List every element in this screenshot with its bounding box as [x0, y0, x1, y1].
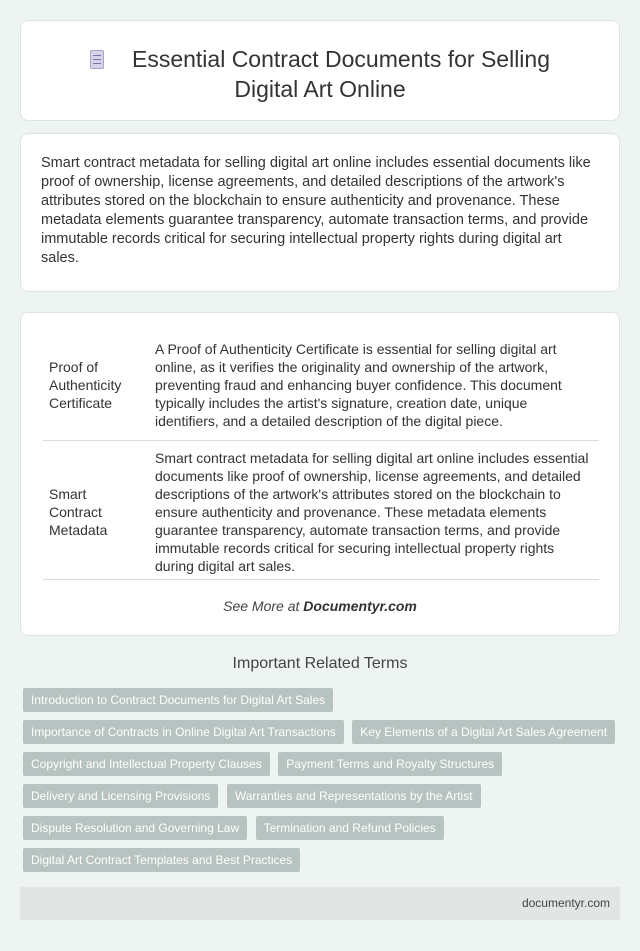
related-term-tag[interactable]: Warranties and Representations by the Artist — [227, 784, 481, 808]
table-row — [43, 441, 599, 580]
related-term-tag[interactable]: Importance of Contracts in Online Digital Art Transactions — [23, 720, 344, 744]
document-icon — [90, 50, 104, 69]
see-more-link[interactable]: Documentyr.com — [303, 598, 417, 614]
related-terms-list — [23, 688, 623, 880]
page-title — [21, 44, 619, 104]
intro-text: Smart contract metadata for selling digital art online includes essential documents like proof of ownership, license agreements, and detailed descriptions of the artwork's attributes stored on the blockchain to ensure authenticity and provenance. These metadata elements guarantee transparency, automate transaction terms, and provide immutable records critical for securing intellectual property rights during digital art sales. — [41, 155, 591, 266]
intro-card — [20, 133, 620, 292]
term-cell: Proof of Authenticity Certificate — [43, 338, 149, 441]
footer-domain[interactable]: documentyr.com — [521, 896, 610, 910]
related-term-tag[interactable]: Termination and Refund Policies — [256, 816, 444, 840]
related-term-tag[interactable]: Delivery and Licensing Provisions — [23, 784, 218, 808]
description-cell: A Proof of Authenticity Certificate is essential for selling digital art online, as it verifies the originality and ownership of the artwork, preventing fraud and enhancing buyer confidence. This document typically includes the artist's signature, creation date, unique identifiers, and a detailed description of the digital piece. — [149, 338, 599, 441]
related-term-tag[interactable]: Digital Art Contract Templates and Best Practices — [23, 848, 300, 872]
term-cell: Smart Contract Metadata — [43, 441, 149, 580]
related-term-tag[interactable]: Payment Terms and Royalty Structures — [278, 752, 502, 776]
description-cell: Smart contract metadata for selling digital art online includes essential documents like proof of ownership, license agreements, and detailed descriptions of the artwork's attributes stored on the blockchain to ensure authenticity and provenance. These metadata elements guarantee transparency, automate transaction terms, and provide immutable records critical for securing intellectual property rights during digital art sales. — [149, 441, 599, 580]
related-term-tag[interactable]: Dispute Resolution and Governing Law — [23, 816, 247, 840]
title-line-1: Essential Contract Documents for Selling — [131, 46, 551, 72]
related-term-tag[interactable]: Key Elements of a Digital Art Sales Agreement — [352, 720, 615, 744]
footer — [20, 887, 620, 920]
definitions-table — [43, 338, 599, 580]
definitions-card — [20, 312, 620, 636]
related-term-tag[interactable]: Introduction to Contract Documents for Digital Art Sales — [23, 688, 333, 712]
related-term-tag[interactable]: Copyright and Intellectual Property Clauses — [23, 752, 270, 776]
table-row — [43, 338, 599, 441]
title-card — [20, 20, 620, 121]
see-more-prefix: See More at — [223, 598, 304, 614]
see-more — [21, 598, 619, 614]
title-line-2: Digital Art Online — [234, 76, 406, 102]
related-terms-heading: Important Related Terms — [232, 655, 408, 672]
